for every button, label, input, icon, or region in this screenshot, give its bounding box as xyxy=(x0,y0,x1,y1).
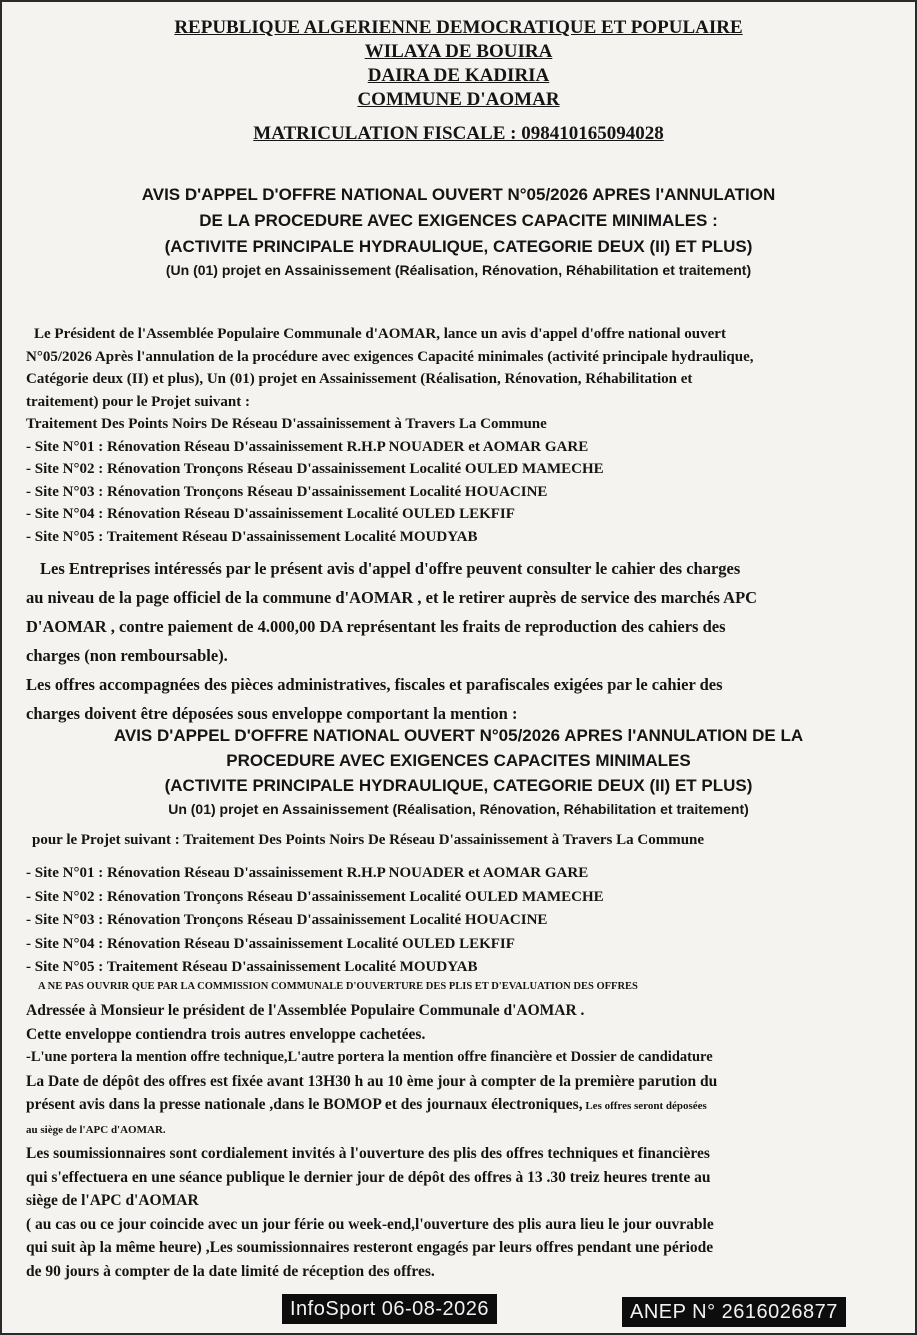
envelope-sites xyxy=(26,862,604,980)
footer xyxy=(2,1294,915,1326)
consult-paragraph xyxy=(26,554,887,728)
title-line-2: DE LA PROCEDURE AVEC EXIGENCES CAPACITE MINIMALES : xyxy=(199,211,718,230)
envelope-title-line: AVIS D'APPEL D'OFFRE NATIONAL OUVERT N°05/2026 APRES l'ANNULATION DE LA xyxy=(113,726,804,745)
header-republic: REPUBLIQUE ALGERIENNE DEMOCRATIQUE ET POPULAIRE xyxy=(174,17,743,38)
title-line-3: (ACTIVITE PRINCIPALE HYDRAULIQUE, CATEGORIE DEUX (II) ET PLUS) xyxy=(164,237,753,256)
header-daira: DAIRA DE KADIRIA xyxy=(367,65,550,86)
closing-line: siège de l'APC d'AOMAR xyxy=(26,1192,199,1209)
envelope-title-line: Un (01) projet en Assainissement (Réalisation, Rénovation, Réhabilitation et traitement) xyxy=(168,801,749,817)
site-item: - Site N°05 : Traitement Réseau D'assainissement Localité MOUDYAB xyxy=(26,959,478,975)
closing-line: La Date de dépôt des offres est fixée avant 13H30 h au 10 ème jour à compter de la première parution du xyxy=(26,1072,718,1090)
closing-line: Cette enveloppe contiendra trois autres enveloppe cachetées. xyxy=(26,1025,426,1043)
consult-line: au niveau de la page officiel de la commune d'AOMAR , et le retirer auprès de service des marchés APC xyxy=(26,588,758,607)
closing-text-small: Les offres seront déposées xyxy=(582,1100,707,1112)
envelope-title-line: PROCEDURE AVEC EXIGENCES CAPACITES MINIMALES xyxy=(226,751,691,770)
do-not-open-notice: A NE PAS OUVRIR QUE PAR LA COMMISSION COMMUNALE D'OUVERTURE DES PLIS ET D'EVALUATION DES OFFRES xyxy=(38,981,638,992)
site-item: - Site N°02 : Rénovation Tronçons Réseau D'assainissement Localité OULED MAMECHE xyxy=(26,461,604,477)
consult-line: Les Entreprises intéressés par le présent avis d'appel d'offre peuvent consulter le cahier des charges xyxy=(40,559,741,578)
closing-line: Adressée à Monsieur le président de l'Assemblée Populaire Communale d'AOMAR . xyxy=(26,1002,585,1019)
closing-line: qui s'effectuera en une séance publique le dernier jour de dépôt des offres à 13 .30 treiz heures trente au xyxy=(26,1168,711,1186)
site-item: - Site N°03 : Rénovation Tronçons Réseau D'assainissement Localité HOUACINE xyxy=(26,912,548,928)
closing-line: qui suit àp la même heure) ,Les soumissionnaires resteront engagés par leurs offres pendant une période xyxy=(26,1239,714,1256)
closing-line: Les soumissionnaires sont cordialement invités à l'ouverture des plis des offres techniques et financières xyxy=(26,1145,710,1162)
site-item: - Site N°05 : Traitement Réseau D'assainissement Localité MOUDYAB xyxy=(26,528,478,545)
intro-line: Catégorie deux (II) et plus), Un (01) projet en Assainissement (Réalisation, Rénovation, Réhabilitation et xyxy=(26,371,693,387)
closing-line: ( au cas ou ce jour coincide avec un jour férie ou week-end,l'ouverture des plis aura lieu le jour ouvrable xyxy=(26,1215,714,1233)
consult-line: charges doivent être déposées sous enveloppe comportant la mention : xyxy=(26,704,518,723)
consult-line: charges (non remboursable). xyxy=(26,646,228,665)
consult-line: D'AOMAR , contre paiement de 4.000,00 DA représentant les fraits de reproduction des cahiers des xyxy=(26,617,726,636)
closing-line: au siège de l'APC d'AOMAR. xyxy=(26,1123,166,1136)
fiscal-number: MATRICULATION FISCALE : 098410165094028 xyxy=(253,123,664,144)
consult-line: Les offres accompagnées des pièces administratives, fiscales et parafiscales exigées par le cahier des xyxy=(26,675,723,694)
title-line-4: (Un (01) projet en Assainissement (Réalisation, Rénovation, Réhabilitation et traitement) xyxy=(165,262,752,278)
site-item: - Site N°02 : Rénovation Tronçons Réseau D'assainissement Localité OULED MAMECHE xyxy=(26,888,604,905)
header-block xyxy=(2,16,915,112)
site-item: - Site N°04 : Rénovation Réseau D'assainissement Localité OULED LEKFIF xyxy=(26,506,515,522)
header-commune: COMMUNE D'AOMAR xyxy=(357,89,560,110)
closing-line: de 90 jours à compter de la date limité de réception des offres. xyxy=(26,1262,435,1280)
closing-text: présent avis dans la presse nationale ,dans le BOMOP et des journaux électroniques, xyxy=(26,1096,583,1113)
closing-line: -L'une portera la mention offre technique,L'autre portera la mention offre financière et Dossier de candidature xyxy=(26,1049,713,1065)
header-wilaya: WILAYA DE BOUIRA xyxy=(364,41,553,62)
site-item: - Site N°01 : Rénovation Réseau D'assainissement R.H.P NOUADER et AOMAR GARE xyxy=(26,865,589,881)
intro-paragraph xyxy=(26,323,887,548)
site-item: - Site N°01 : Rénovation Réseau D'assainissement R.H.P NOUADER et AOMAR GARE xyxy=(26,438,589,455)
envelope-title xyxy=(2,723,915,821)
intro-line: Le Président de l'Assemblée Populaire Communale d'AOMAR, lance un avis d'appel d'offre national ouvert xyxy=(34,326,726,342)
envelope-project: pour le Projet suivant : Traitement Des Points Noirs De Réseau D'assainissement à Travers La Commune xyxy=(32,832,705,848)
title-line-1: AVIS D'APPEL D'OFFRE NATIONAL OUVERT N°05/2026 APRES l'ANNULATION xyxy=(141,185,776,204)
closing-paragraph xyxy=(26,999,887,1283)
infosport-badge: InfoSport 06-08-2026 xyxy=(282,1294,497,1324)
closing-line xyxy=(26,1093,887,1119)
envelope-title-line: (ACTIVITE PRINCIPALE HYDRAULIQUE, CATEGORIE DEUX (II) ET PLUS) xyxy=(164,776,753,795)
intro-line: traitement) pour le Projet suivant : xyxy=(26,393,250,410)
site-item: - Site N°03 : Rénovation Tronçons Réseau D'assainissement Localité HOUACINE xyxy=(26,483,548,500)
anep-badge: ANEP N° 2616026877 xyxy=(622,1297,846,1327)
notice-title xyxy=(2,182,915,280)
project-name: Traitement Des Points Noirs De Réseau D'assainissement à Travers La Commune xyxy=(26,416,547,432)
intro-line: N°05/2026 Après l'annulation de la procédure avec exigences Capacité minimales (activité principale hydraulique, xyxy=(26,348,754,365)
site-item: - Site N°04 : Rénovation Réseau D'assainissement Localité OULED LEKFIF xyxy=(26,935,515,952)
